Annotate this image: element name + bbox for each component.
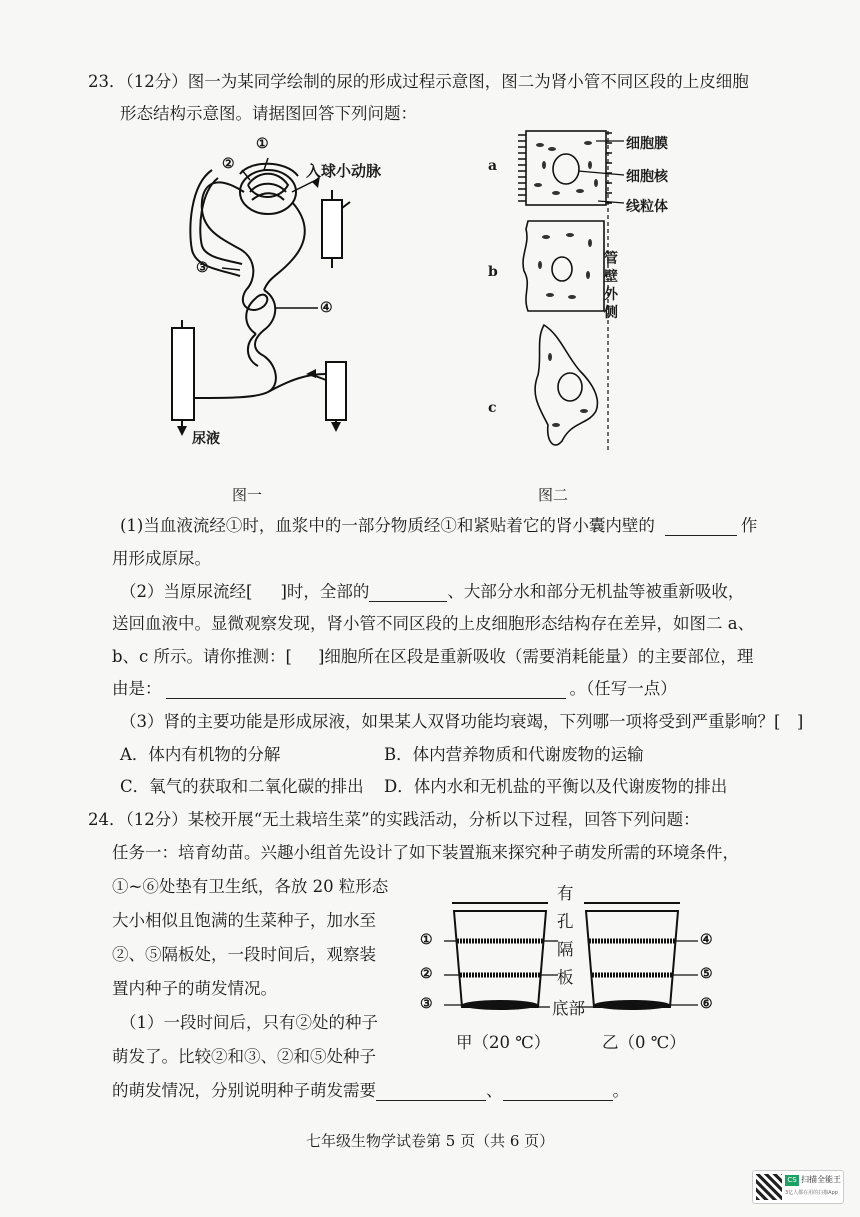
q24-line3: ②、⑤隔板处，一段时间后，观察装 bbox=[112, 945, 376, 964]
fig1-label-3: ③ bbox=[196, 260, 209, 276]
fig2-outer-side: 管壁外侧 bbox=[604, 251, 618, 321]
apparatus-bottom-label: 底部 bbox=[552, 999, 585, 1018]
q23-header-line2: 形态结构示意图。请据图回答下列问题： bbox=[120, 104, 417, 123]
q24-line7: 的萌发情况，分别说明种子萌发需要 、 。 bbox=[112, 1081, 629, 1100]
figure-1-diagram bbox=[160, 130, 430, 450]
q24-line5: （1）一段时间后，只有②处的种子 bbox=[120, 1013, 378, 1032]
q24-blank-2[interactable] bbox=[503, 1084, 613, 1101]
q23-2-blank-substance[interactable] bbox=[369, 585, 447, 602]
apparatus-porous-2: 孔 bbox=[557, 912, 574, 931]
q23-2-line1: （2）当原尿流经[ ]时，全部的 、大部分水和部分无机盐等被重新吸收， bbox=[120, 582, 745, 601]
fig2-caption: 图二 bbox=[538, 486, 569, 504]
apparatus-yi: 乙（0 ℃） bbox=[602, 1033, 686, 1052]
q23-header: 23．（12分）图一为某同学绘制的尿的形成过程示意图，图二为肾小管不同区段的上皮细胞 bbox=[88, 72, 749, 91]
q23-2-line2: 送回血液中。显微观察发现，肾小管不同区段的上皮细胞形态结构存在差异，如图二 a、 bbox=[112, 614, 755, 633]
q24-line2: 大小相似且饱满的生菜种子，加水至 bbox=[112, 911, 376, 930]
q23-1-line2: 用形成原尿。 bbox=[112, 549, 211, 568]
fig2-mitochondria: 线粒体 bbox=[626, 199, 668, 215]
qr-code-icon bbox=[756, 1174, 782, 1200]
fig2-label-c: c bbox=[488, 400, 497, 416]
scanner-watermark bbox=[752, 1170, 844, 1204]
apparatus-jia: 甲（20 ℃） bbox=[456, 1033, 551, 1052]
apparatus-porous-3: 隔 bbox=[557, 940, 574, 959]
fig1-urine-label: 尿液 bbox=[192, 431, 220, 447]
page-footer: 七年级生物学试卷第 5 页（共 6 页） bbox=[306, 1132, 555, 1150]
fig2-label-a: a bbox=[488, 158, 498, 174]
apparatus-label-4: ④ bbox=[700, 932, 713, 948]
scanner-app-name: 扫描全能王 bbox=[801, 1175, 841, 1184]
apparatus-porous-1: 有 bbox=[557, 884, 574, 903]
apparatus-label-3: ③ bbox=[420, 996, 433, 1012]
apparatus-label-5: ⑤ bbox=[700, 966, 713, 982]
fig1-label-2: ② bbox=[222, 156, 235, 172]
q23-3-question: （3）肾的主要功能是形成尿液，如果某人双肾功能均衰竭，下列哪一项将受到严重影响？[ ] bbox=[120, 712, 804, 731]
q24-line6: 萌发了。比较②和③、②和⑤处种子 bbox=[112, 1047, 376, 1066]
q23-2-line4: 由是： 。（任写一点） bbox=[112, 679, 677, 698]
q23-1-line1: (1)当血液流经①时，血浆中的一部分物质经①和紧贴着它的肾小囊内壁的 作 bbox=[120, 516, 758, 535]
q24-header: 24．（12分）某校开展“无土栽培生菜”的实践活动，分析以下过程，回答下列问题： bbox=[88, 810, 700, 829]
fig2-cell-membrane: 细胞膜 bbox=[626, 136, 668, 152]
apparatus-porous-4: 板 bbox=[557, 968, 574, 987]
q24-line4: 置内种子的萌发情况。 bbox=[112, 979, 277, 998]
camscanner-logo-icon: CS bbox=[785, 1175, 799, 1186]
q24-blank-1[interactable] bbox=[376, 1084, 486, 1101]
fig2-label-b: b bbox=[488, 264, 498, 280]
q24-line1: ①~⑥处垫有卫生纸，各放 20 粒形态 bbox=[112, 877, 389, 896]
fig1-label-1: ① bbox=[256, 136, 269, 152]
apparatus-label-2: ② bbox=[420, 966, 433, 982]
fig1-afferent-arteriole: 入球小动脉 bbox=[306, 162, 382, 180]
scanner-app-tagline: 3亿人都在用的扫描App bbox=[785, 1190, 838, 1196]
fig1-label-4: ④ bbox=[320, 300, 333, 316]
q23-3-option-d: D．体内水和无机盐的平衡以及代谢废物的排出 bbox=[384, 777, 728, 796]
fig1-caption: 图一 bbox=[232, 486, 263, 504]
q23-3-option-a: A．体内有机物的分解 bbox=[120, 745, 281, 764]
q23-3-option-b: B．体内营养物质和代谢废物的运输 bbox=[384, 745, 644, 764]
q23-2-reason-blank[interactable] bbox=[166, 682, 566, 699]
q23-2-line3: b、c 所示。请你推测：[ ]细胞所在区段是重新吸收（需要消耗能量）的主要部位，理 bbox=[112, 647, 754, 666]
q23-1-blank[interactable] bbox=[665, 519, 737, 536]
apparatus-label-1: ① bbox=[420, 932, 433, 948]
apparatus-label-6: ⑥ bbox=[700, 996, 713, 1012]
fig2-cell-nucleus: 细胞核 bbox=[626, 169, 668, 185]
q23-3-option-c: C．氧气的获取和二氧化碳的排出 bbox=[120, 777, 364, 796]
q24-task1: 任务一：培育幼苗。兴趣小组首先设计了如下装置瓶来探究种子萌发所需的环境条件， bbox=[112, 843, 739, 862]
